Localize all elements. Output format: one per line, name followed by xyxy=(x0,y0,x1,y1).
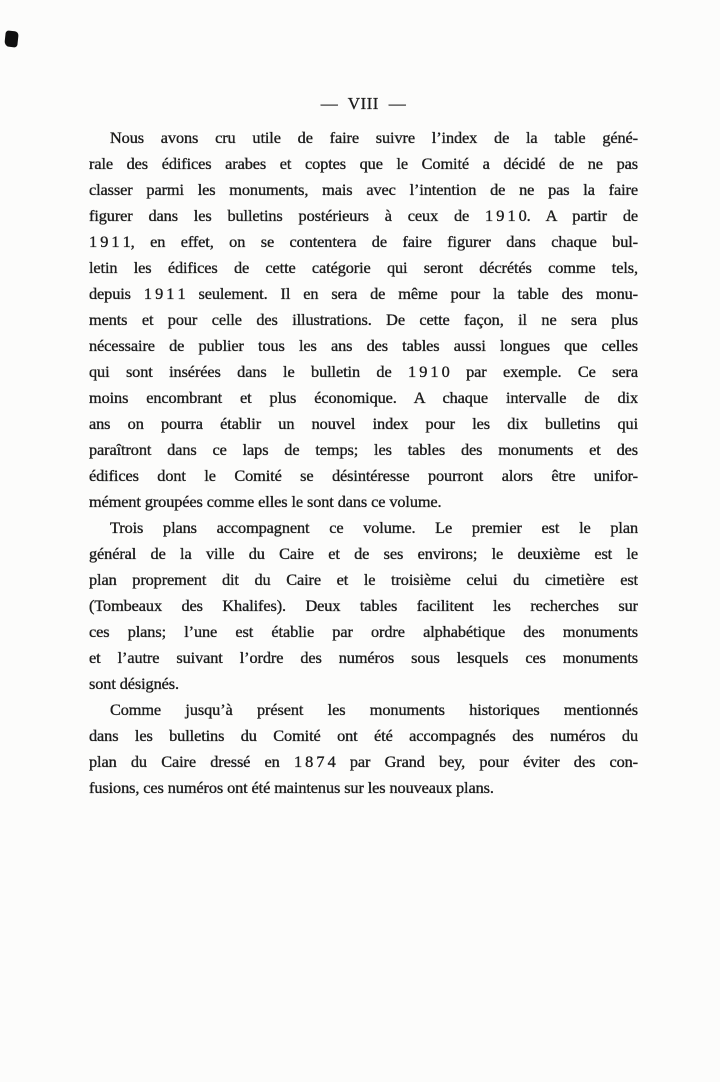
text-line: plan proprement dit du Caire et le troisième celui du cimetière est xyxy=(89,570,638,589)
text-line: rale des édifices arabes et coptes que le Comité a décidé de ne pas xyxy=(89,154,638,173)
text-line: plan du Caire dressé en 1 8 7 4 par Grand bey, pour éviter des con- xyxy=(89,752,638,771)
text-line: Comme jusqu’à présent les monuments historiques mentionnés xyxy=(110,700,638,719)
text-line: dans les bulletins du Comité ont été accompagnés des numéros du xyxy=(89,726,638,745)
ink-blot xyxy=(4,30,19,47)
text-line: qui sont insérées dans le bulletin de 1 9 1 0 par exemple. Ce sera xyxy=(89,362,638,381)
paragraph xyxy=(89,125,638,515)
text-line: nécessaire de publier tous les ans des tables aussi longues que celles xyxy=(89,336,638,355)
page-number-header: — VIII — xyxy=(320,94,407,113)
text-line: classer parmi les monuments, mais avec l’intention de ne pas la faire xyxy=(89,180,638,199)
text-line: mément groupées comme elles le sont dans ce volume. xyxy=(89,492,442,511)
text-line: Trois plans accompagnent ce volume. Le premier est le plan xyxy=(110,518,638,537)
text-line: ments et pour celle des illustrations. De cette façon, il ne sera plus xyxy=(89,310,638,329)
text-line: général de la ville du Caire et de ses environs; le deuxième est le xyxy=(89,544,638,563)
text-line: ces plans; l’une est établie par ordre alphabétique des monuments xyxy=(89,622,638,641)
paragraph xyxy=(89,515,638,697)
paragraph xyxy=(89,697,638,801)
text-line: édifices dont le Comité se désintéresse pourront alors être unifor- xyxy=(89,466,638,485)
text-line: ans on pourra établir un nouvel index pour les dix bulletins qui xyxy=(89,414,638,433)
text-line: 1 9 1 1, en effet, on se contentera de faire figurer dans chaque bul- xyxy=(89,232,638,251)
text-line: depuis 1 9 1 1 seulement. Il en sera de même pour la table des monu- xyxy=(89,284,638,303)
text-line: letin les édifices de cette catégorie qui seront décrétés comme tels, xyxy=(89,258,638,277)
text-line: fusions, ces numéros ont été maintenus sur les nouveaux plans. xyxy=(89,778,494,797)
text-line: (Tombeaux des Khalifes). Deux tables facilitent les recherches sur xyxy=(89,596,638,615)
text-line: figurer dans les bulletins postérieurs à ceux de 1 9 1 0. A partir de xyxy=(89,206,638,225)
text-line: moins encombrant et plus économique. A chaque intervalle de dix xyxy=(89,388,638,407)
text-line: sont désignés. xyxy=(89,674,179,693)
text-line: et l’autre suivant l’ordre des numéros sous lesquels ces monuments xyxy=(89,648,638,667)
text-line: Nous avons cru utile de faire suivre l’index de la table géné- xyxy=(110,128,638,147)
text-line: paraîtront dans ce laps de temps; les tables des monuments et des xyxy=(89,440,638,459)
text-block xyxy=(89,125,638,801)
